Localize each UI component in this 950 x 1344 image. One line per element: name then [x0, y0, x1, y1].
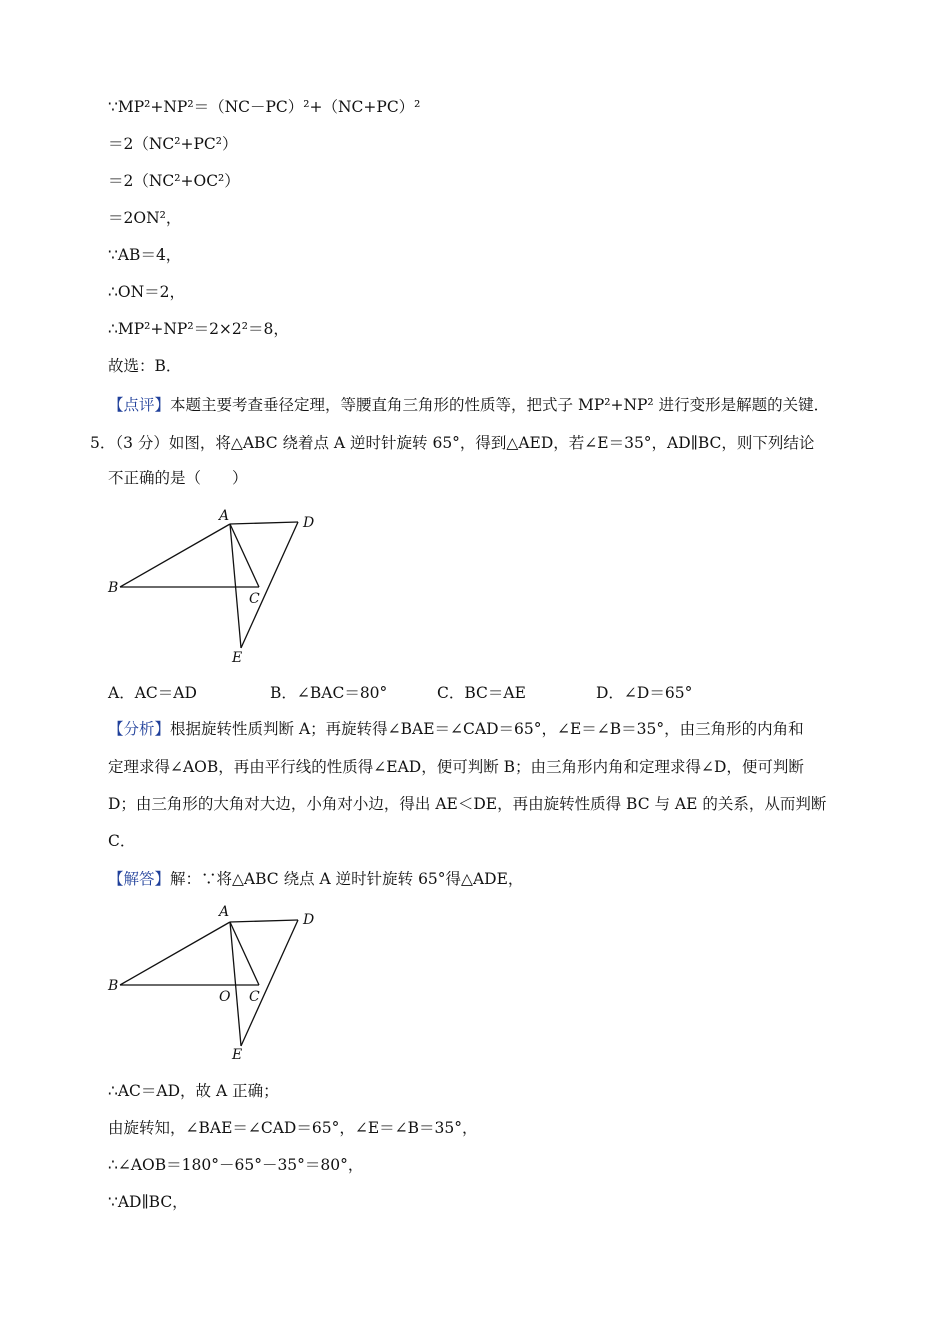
derivation-line-6: ∴ON＝2，: [108, 283, 185, 301]
label-o: O: [219, 989, 231, 1005]
figure-1: [100, 500, 340, 670]
derivation-line-1: ∵MP²+NP²＝（NC－PC）²+（NC+PC）²: [108, 98, 421, 116]
figure-2: [100, 898, 340, 1068]
question-line-2: 不正确的是（ ）: [108, 469, 248, 487]
step-line-2: 由旋转知，∠BAE＝∠CAD＝65°，∠E＝∠B＝35°，: [108, 1119, 478, 1137]
comment-paragraph: [108, 394, 829, 416]
solution-tag: 【解答】: [108, 870, 171, 888]
label-c: C: [249, 989, 260, 1005]
label-d: D: [303, 515, 315, 531]
answer-line: 故选：B．: [108, 357, 182, 375]
analysis-line-3: D；由三角形的大角对大边，小角对小边，得出 AE＜DE，再由旋转性质得 BC 与 AE 的关系，从而判断: [108, 795, 827, 813]
label-b: B: [108, 978, 119, 994]
derivation-line-4: ＝2ON²，: [108, 209, 182, 227]
question-line-1: 5．（3 分）如图，将△ABC 绕着点 A 逆时针旋转 65°，得到△AED，若∠E＝35°，AD∥BC，则下列结论: [90, 434, 815, 452]
option-b: B．∠BAC＝80°: [270, 684, 388, 702]
derivation-line-7: ∴MP²+NP²＝2×2²＝8，: [108, 320, 289, 338]
comment-tag: 【点评】: [108, 396, 171, 414]
comment-text: 本题主要考查垂径定理，等腰直角三角形的性质等，把式子 MP²+NP² 进行变形是解题的关键．: [170, 396, 830, 414]
derivation-line-3: ＝2（NC²+OC²）: [108, 172, 240, 190]
label-a: A: [219, 904, 230, 920]
step-line-4: ∵AD∥BC，: [108, 1193, 188, 1211]
option-d: D．∠D＝65°: [596, 684, 693, 702]
derivation-line-5: ∵AB＝4，: [108, 246, 182, 264]
analysis-line-1: 【分析】根据旋转性质判断 A；再旋转得∠BAE＝∠CAD＝65°，∠E＝∠B＝35°，由三角形的内角和: [108, 720, 804, 738]
label-c: C: [249, 591, 260, 607]
label-e: E: [232, 1047, 243, 1063]
label-d: D: [303, 912, 315, 928]
label-e: E: [232, 650, 243, 666]
label-b: B: [108, 580, 119, 596]
analysis-tag: 【分析】: [108, 720, 171, 738]
derivation-line-2: ＝2（NC²+PC²）: [108, 135, 238, 153]
analysis-line-2: 定理求得∠AOB，再由平行线的性质得∠EAD，便可判断 B；由三角形内角和定理求得∠D，便可判断: [108, 758, 804, 776]
analysis-line-4: C．: [108, 832, 136, 850]
option-c: C．BC＝AE: [437, 684, 526, 702]
option-a: A．AC＝AD: [108, 684, 197, 702]
label-a: A: [219, 508, 230, 524]
step-line-1: ∴AC＝AD，故 A 正确；: [108, 1082, 279, 1100]
solution-line: 【解答】解：∵将△ABC 绕点 A 逆时针旋转 65°得△ADE，: [108, 870, 524, 888]
step-line-3: ∴∠AOB＝180°－65°－35°＝80°，: [108, 1156, 364, 1174]
